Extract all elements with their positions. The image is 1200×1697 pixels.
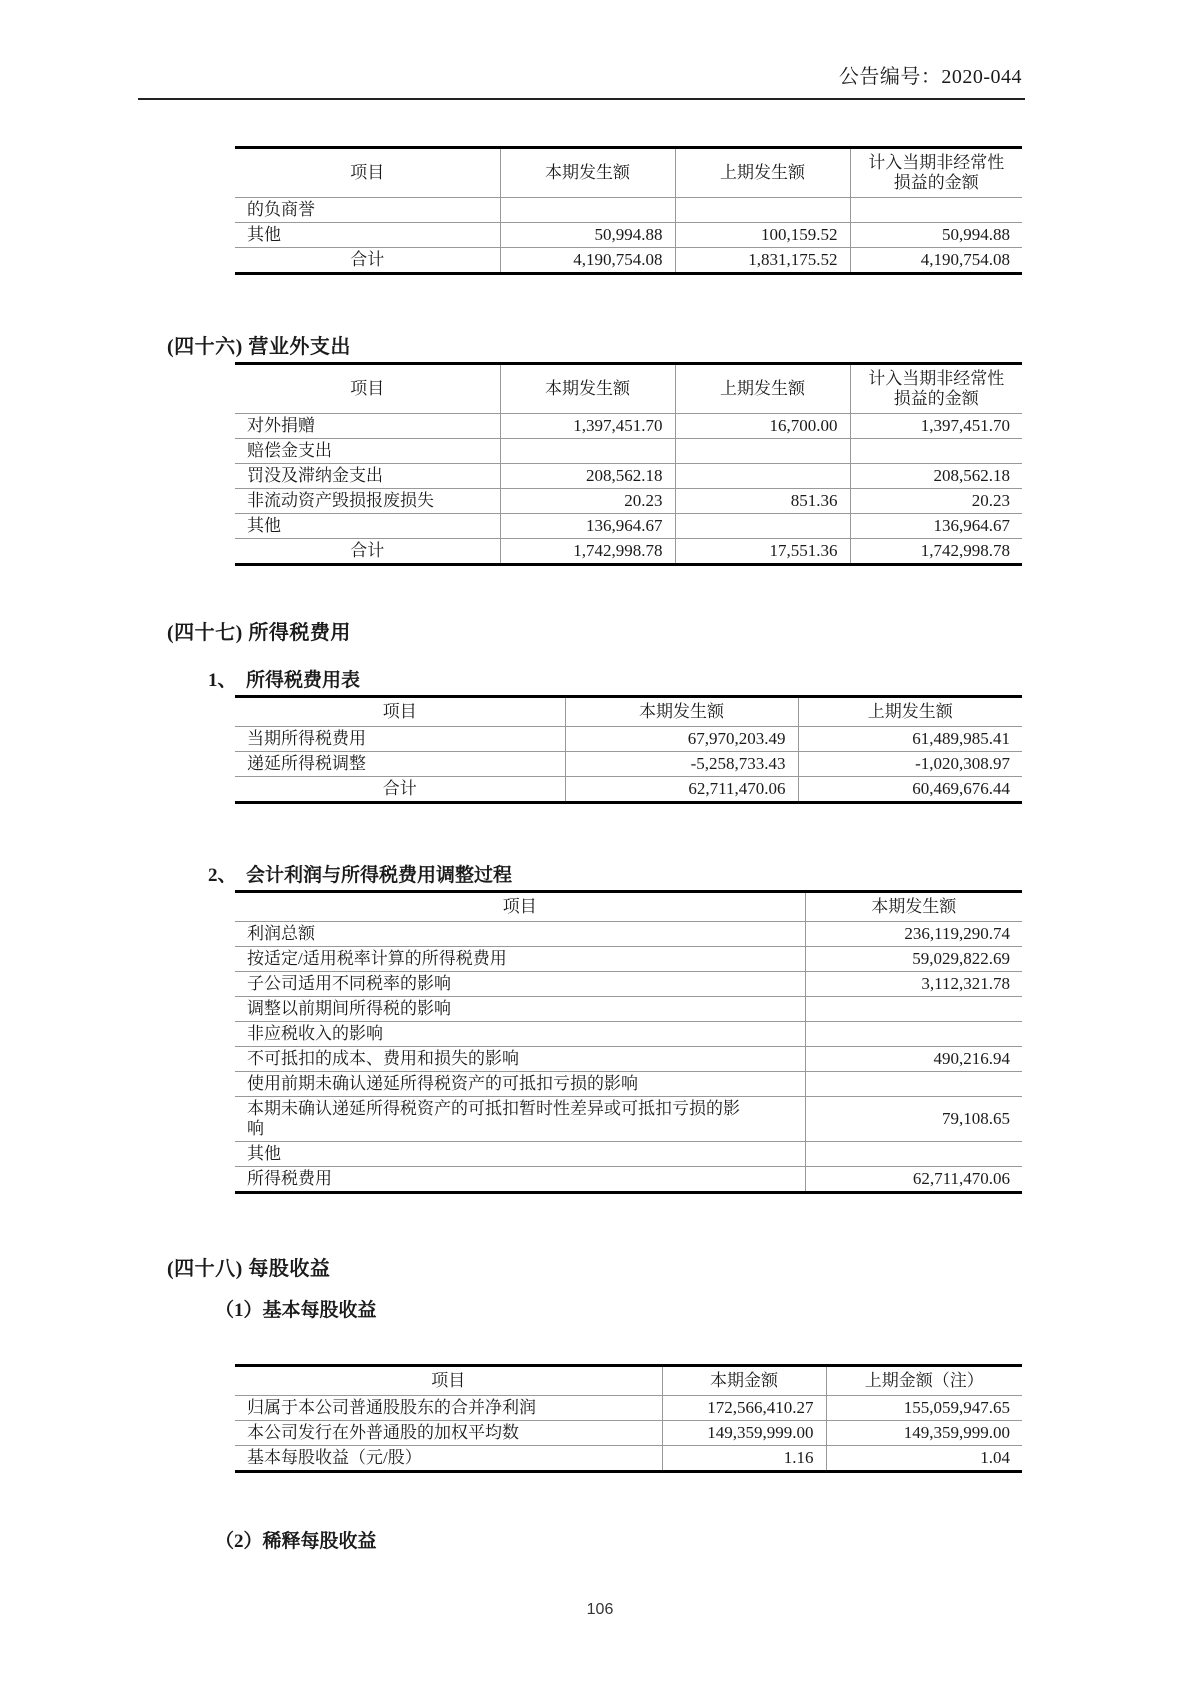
col-header-prior: 上期发生额	[675, 364, 850, 414]
table-row	[235, 439, 1022, 464]
row-total-label: 合计	[235, 777, 565, 803]
row-total-label: 合计	[235, 248, 500, 274]
row-item: 不可抵扣的成本、费用和损失的影响	[235, 1047, 805, 1072]
row-prior-amount: 1.04	[826, 1446, 1022, 1472]
row-prior-amount	[675, 198, 850, 223]
income-tax-expense-table	[235, 695, 1022, 804]
col-header-item: 项目	[350, 379, 385, 398]
row-item: 按适定/适用税率计算的所得税费用	[235, 947, 805, 972]
row-current-amount: 149,359,999.00	[662, 1421, 826, 1446]
row-current-amount	[805, 1072, 1022, 1097]
section-47-heading: (四十七) 所得税费用	[167, 622, 351, 644]
row-current-amount: 1,397,451.70	[500, 414, 675, 439]
nonoperating-expenses-table	[235, 362, 1022, 566]
col-header-prior: 上期发生额	[798, 697, 1022, 727]
table-row	[235, 489, 1022, 514]
row-current-amount: 172,566,410.27	[662, 1396, 826, 1421]
row-prior-amount: 17,551.36	[675, 539, 850, 565]
row-current-amount: 20.23	[500, 489, 675, 514]
table-row	[235, 514, 1022, 539]
row-current-amount	[500, 439, 675, 464]
table-row	[235, 1421, 1022, 1446]
table-header-row	[235, 364, 1022, 414]
row-item: 调整以前期间所得税的影响	[235, 997, 805, 1022]
basic-eps-heading: （1）基本每股收益	[215, 1300, 377, 1321]
row-total-label: 合计	[235, 539, 500, 565]
row-current-amount	[805, 1022, 1022, 1047]
col-header-nonrecurring: 计入当期非经常性损益的金额	[850, 148, 1022, 198]
row-current-amount: 62,711,470.06	[805, 1167, 1022, 1193]
table-row	[235, 727, 1022, 752]
table-row	[235, 1142, 1022, 1167]
row-item: 罚没及滞纳金支出	[235, 464, 500, 489]
row-item: 其他	[235, 1142, 805, 1167]
col-header-item: 项目	[431, 1371, 466, 1390]
row-item: 本公司发行在外普通股的加权平均数	[235, 1421, 662, 1446]
page-number: 106	[586, 1601, 614, 1618]
table-row	[235, 972, 1022, 997]
row-prior-amount: 61,489,985.41	[798, 727, 1022, 752]
row-nonrecurring-amount: 50,994.88	[850, 223, 1022, 248]
row-item: 基本每股收益（元/股）	[235, 1446, 662, 1472]
table-row	[235, 414, 1022, 439]
col-header-item: 项目	[382, 702, 417, 721]
row-item: 子公司适用不同税率的影响	[235, 972, 805, 997]
col-header-current: 本期发生额	[805, 892, 1022, 922]
table-row	[235, 1072, 1022, 1097]
row-current-amount	[500, 198, 675, 223]
row-prior-amount	[675, 439, 850, 464]
subsection-title: 所得税费用表	[246, 670, 361, 691]
table-row	[235, 464, 1022, 489]
table-row	[235, 922, 1022, 947]
col-header-item: 项目	[502, 897, 537, 916]
row-current-amount: 1.16	[662, 1446, 826, 1472]
row-item: 赔偿金支出	[235, 439, 500, 464]
col-header-current: 本期发生额	[500, 148, 675, 198]
subsection-title: 会计利润与所得税费用调整过程	[246, 865, 513, 886]
tax-reconciliation-table	[235, 890, 1022, 1194]
row-current-amount	[805, 1142, 1022, 1167]
header-rule	[138, 98, 1025, 100]
table-header-row	[235, 1366, 1022, 1396]
row-current-amount: 136,964.67	[500, 514, 675, 539]
row-prior-amount	[675, 464, 850, 489]
row-nonrecurring-amount: 1,397,451.70	[850, 414, 1022, 439]
col-header-current: 本期发生额	[500, 364, 675, 414]
row-item: 当期所得税费用	[235, 727, 565, 752]
row-item: 非应税收入的影响	[235, 1022, 805, 1047]
subsection-1-heading	[208, 665, 1200, 692]
section-48-heading: (四十八) 每股收益	[167, 1258, 331, 1280]
table-row	[235, 1446, 1022, 1472]
row-item: 其他	[235, 514, 500, 539]
row-item: 的负商誉	[235, 198, 500, 223]
col-header-item: 项目	[350, 163, 385, 182]
table-row	[235, 997, 1022, 1022]
row-nonrecurring-amount: 208,562.18	[850, 464, 1022, 489]
table-header-row	[235, 892, 1022, 922]
row-current-amount: 208,562.18	[500, 464, 675, 489]
nonoperating-income-continuation-table	[235, 146, 1022, 275]
row-nonrecurring-amount: 1,742,998.78	[850, 539, 1022, 565]
row-item: 使用前期未确认递延所得税资产的可抵扣亏损的影响	[235, 1072, 805, 1097]
row-item: 归属于本公司普通股股东的合并净利润	[235, 1396, 662, 1421]
table-row	[235, 1047, 1022, 1072]
row-nonrecurring-amount: 4,190,754.08	[850, 248, 1022, 274]
basic-eps-table	[235, 1364, 1022, 1473]
row-current-amount: 50,994.88	[500, 223, 675, 248]
row-nonrecurring-amount: 136,964.67	[850, 514, 1022, 539]
diluted-eps-heading: （2）稀释每股收益	[215, 1531, 377, 1552]
section-46-heading: (四十六) 营业外支出	[167, 336, 351, 358]
table-header-row	[235, 697, 1022, 727]
row-item: 其他	[235, 223, 500, 248]
row-prior-amount	[675, 514, 850, 539]
row-prior-amount: 16,700.00	[675, 414, 850, 439]
row-current-amount: 3,112,321.78	[805, 972, 1022, 997]
row-prior-amount: 851.36	[675, 489, 850, 514]
col-header-current: 本期金额	[662, 1366, 826, 1396]
row-current-amount: 1,742,998.78	[500, 539, 675, 565]
table-row	[235, 752, 1022, 777]
table-row	[235, 947, 1022, 972]
col-header-current: 本期发生额	[565, 697, 798, 727]
announcement-number: 公告编号：2020-044	[838, 66, 1022, 88]
row-nonrecurring-amount	[850, 198, 1022, 223]
table-row	[235, 223, 1022, 248]
row-current-amount: 490,216.94	[805, 1047, 1022, 1072]
col-header-prior: 上期发生额	[675, 148, 850, 198]
row-prior-amount: 155,059,947.65	[826, 1396, 1022, 1421]
row-current-amount: 62,711,470.06	[565, 777, 798, 803]
row-current-amount: 4,190,754.08	[500, 248, 675, 274]
table-row	[235, 1167, 1022, 1193]
col-header-nonrecurring: 计入当期非经常性损益的金额	[850, 364, 1022, 414]
row-current-amount: 79,108.65	[805, 1097, 1022, 1142]
table-row	[235, 1022, 1022, 1047]
col-header-prior: 上期金额（注）	[826, 1366, 1022, 1396]
table-row	[235, 1396, 1022, 1421]
row-item: 本期未确认递延所得税资产的可抵扣暂时性差异或可抵扣亏损的影响	[235, 1097, 805, 1142]
row-item: 非流动资产毁损报废损失	[235, 489, 500, 514]
row-item: 所得税费用	[235, 1167, 805, 1193]
subsection-number: 2、	[208, 865, 237, 886]
subsection-number: 1、	[208, 670, 237, 691]
table-total-row	[235, 539, 1022, 565]
row-current-amount: 59,029,822.69	[805, 947, 1022, 972]
row-item: 对外捐赠	[235, 414, 500, 439]
row-prior-amount: 149,359,999.00	[826, 1421, 1022, 1446]
row-current-amount: 236,119,290.74	[805, 922, 1022, 947]
row-prior-amount: 1,831,175.52	[675, 248, 850, 274]
table-row	[235, 198, 1022, 223]
row-current-amount: 67,970,203.49	[565, 727, 798, 752]
row-nonrecurring-amount	[850, 439, 1022, 464]
subsection-2-heading	[208, 860, 1200, 887]
row-prior-amount: -1,020,308.97	[798, 752, 1022, 777]
row-prior-amount: 60,469,676.44	[798, 777, 1022, 803]
row-nonrecurring-amount: 20.23	[850, 489, 1022, 514]
table-header-row	[235, 148, 1022, 198]
table-total-row	[235, 777, 1022, 803]
row-prior-amount: 100,159.52	[675, 223, 850, 248]
row-item: 递延所得税调整	[235, 752, 565, 777]
row-current-amount	[805, 997, 1022, 1022]
table-total-row	[235, 248, 1022, 274]
row-item: 利润总额	[235, 922, 805, 947]
row-current-amount: -5,258,733.43	[565, 752, 798, 777]
table-row	[235, 1097, 1022, 1142]
